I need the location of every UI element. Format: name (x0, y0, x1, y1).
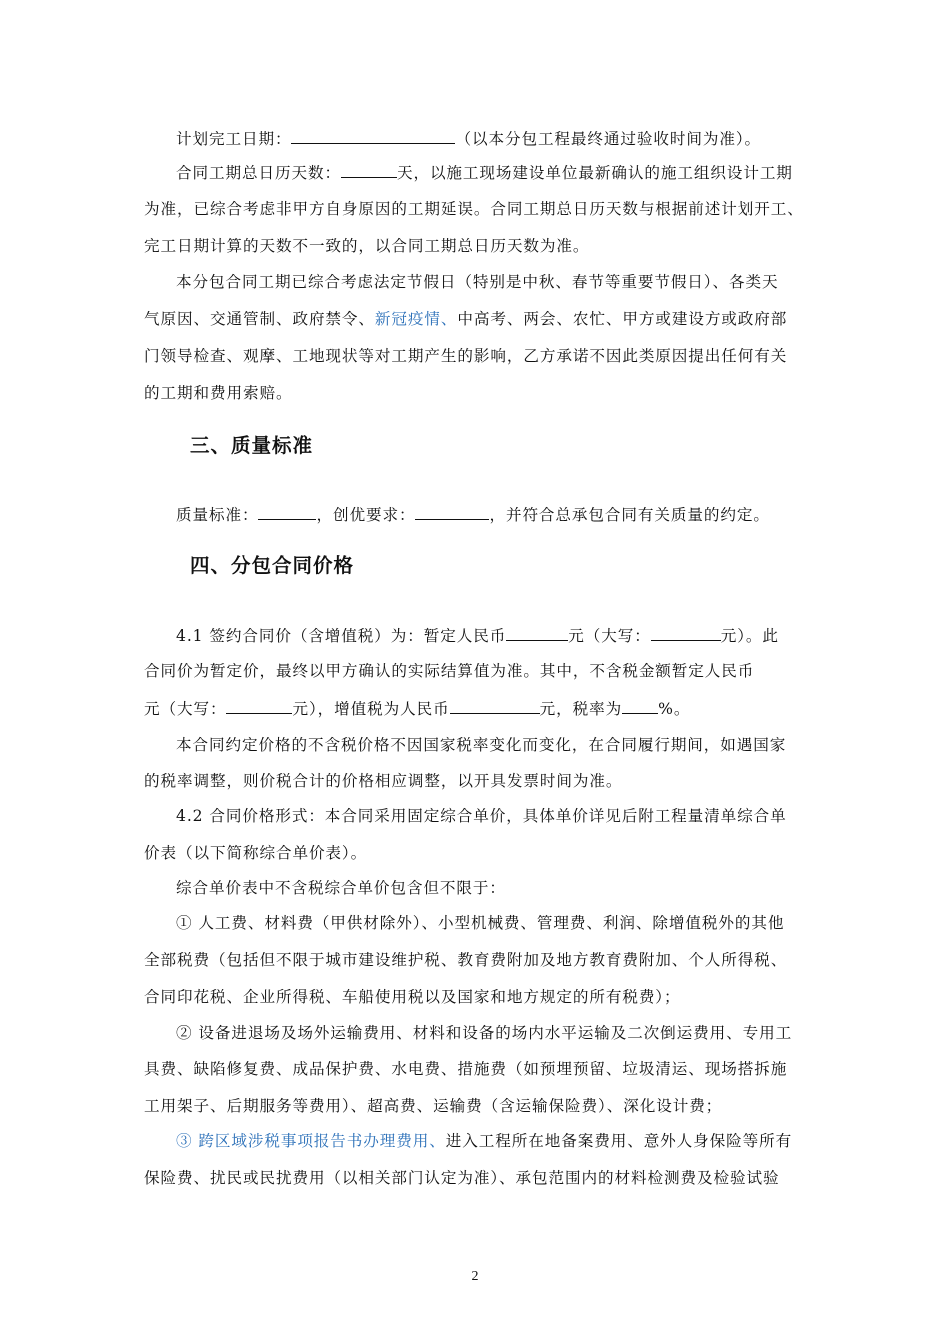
text: 天，以施工现场建设单位最新确认的施工组织设计工期 (396, 164, 793, 182)
page-number: 2 (471, 1269, 479, 1284)
quality-blank (258, 504, 316, 520)
item3-line-1 (176, 1131, 810, 1151)
holiday-line-2 (144, 309, 810, 329)
form-line-1: 4.2 合同价格形式：本合同采用固定综合单价，具体单价详见后附工程量清单综合单 (176, 807, 787, 825)
pretax-words-blank (226, 698, 292, 714)
text: 元），增值税为人民币 (292, 700, 450, 718)
form-line-2: 价表（以下简称综合单价表）。 (144, 844, 368, 862)
text: 元，税率为 (539, 700, 623, 718)
tax-line-2: 的税率调整，则价税合计的价格相应调整，以开具发票时间为准。 (144, 772, 623, 790)
text: 气原因、交通管制、政府禁令、 (144, 310, 375, 328)
item2-line-1: ② 设备进退场及场外运输费用、材料和设备的场内水平运输及二次倒运费用、专用工 (176, 1024, 793, 1042)
duration-line-3: 完工日期计算的天数不一致的，以合同工期总日历天数为准。 (144, 237, 590, 255)
item1-line-2: 全部税费（包括但不限于城市建设维护税、教育费附加及地方教育费附加、个人所得税、 (144, 951, 788, 969)
text: 计划完工日期： (176, 130, 292, 148)
text: 进入工程所在地备案费用、意外人身保险等所有 (445, 1132, 793, 1150)
section-heading-quality: 三、质量标准 (190, 434, 314, 457)
item1-line-1: ① 人工费、材料费（甲供材除外）、小型机械费、管理费、利润、除增值税外的其他 (176, 914, 785, 932)
text: %。 (658, 700, 691, 718)
duration-line-1 (176, 162, 810, 183)
text: 4.1 签约合同价（含增值税）为：暂定人民币 (176, 627, 507, 645)
text: 元）。此 (720, 627, 779, 645)
tax-rate-blank (622, 698, 658, 714)
holiday-line-4: 的工期和费用索赔。 (144, 384, 293, 402)
item3-line-2: 保险费、扰民或民扰费用（以相关部门认定为准）、承包范围内的材料检测费及检验试验 (144, 1169, 780, 1187)
text: ，创优要求： (316, 506, 416, 524)
price-line-3 (144, 698, 810, 719)
holiday-line-3: 门领导检查、观摩、工地现状等对工期产生的影响，乙方承诺不因此类原因提出任何有关 (144, 347, 788, 365)
item1-line-3: 合同印花税、企业所得税、车船使用税以及国家和地方规定的所有税费）； (144, 988, 681, 1006)
completion-date-blank (291, 128, 455, 144)
section-heading-price: 四、分包合同价格 (190, 554, 355, 577)
highlighted-text: 新冠疫情、 (374, 310, 458, 328)
text: 元（大写： (568, 627, 651, 645)
includes-line: 综合单价表中不含税综合单价包含但不限于： (176, 879, 506, 897)
amount-words-blank (651, 625, 721, 641)
award-blank (415, 504, 489, 520)
item2-line-2: 具费、缺陷修复费、成品保护费、水电费、措施费（如预埋预留、垃圾清运、现场搭拆施 (144, 1060, 788, 1078)
text: 元（大写： (144, 700, 227, 718)
price-line-2: 合同价为暂定价，最终以甲方确认的实际结算值为准。其中，不含税金额暂定人民币 (144, 662, 755, 680)
amount-blank (506, 625, 568, 641)
vat-blank (450, 698, 540, 714)
text: 质量标准： (176, 506, 259, 524)
price-line-1 (176, 625, 810, 646)
duration-days-blank (341, 162, 397, 178)
text: 合同工期总日历天数： (176, 164, 341, 182)
text: 中高考、两会、农忙、甲方或建设方或政府部 (457, 310, 788, 328)
item2-line-3: 工用架子、后期服务等费用）、超高费、运输费（含运输保险费）、深化设计费； (144, 1097, 723, 1115)
tax-line-1: 本合同约定价格的不含税价格不因国家税率变化而变化，在合同履行期间，如遇国家 (176, 736, 787, 754)
highlighted-text: ③ 跨区域涉税事项报告书办理费用、 (176, 1132, 446, 1150)
quality-line (176, 504, 810, 525)
text: （以本分包工程最终通过验收时间为准）。 (455, 130, 762, 148)
text: ，并符合总承包合同有关质量的约定。 (489, 506, 770, 524)
planned-completion-line (176, 128, 810, 149)
duration-line-2: 为准，已综合考虑非甲方自身原因的工期延误。合同工期总日历天数与根据前述计划开工、 (144, 200, 804, 218)
holiday-line-1: 本分包合同工期已综合考虑法定节假日（特别是中秋、春节等重要节假日）、各类天 (176, 273, 779, 291)
